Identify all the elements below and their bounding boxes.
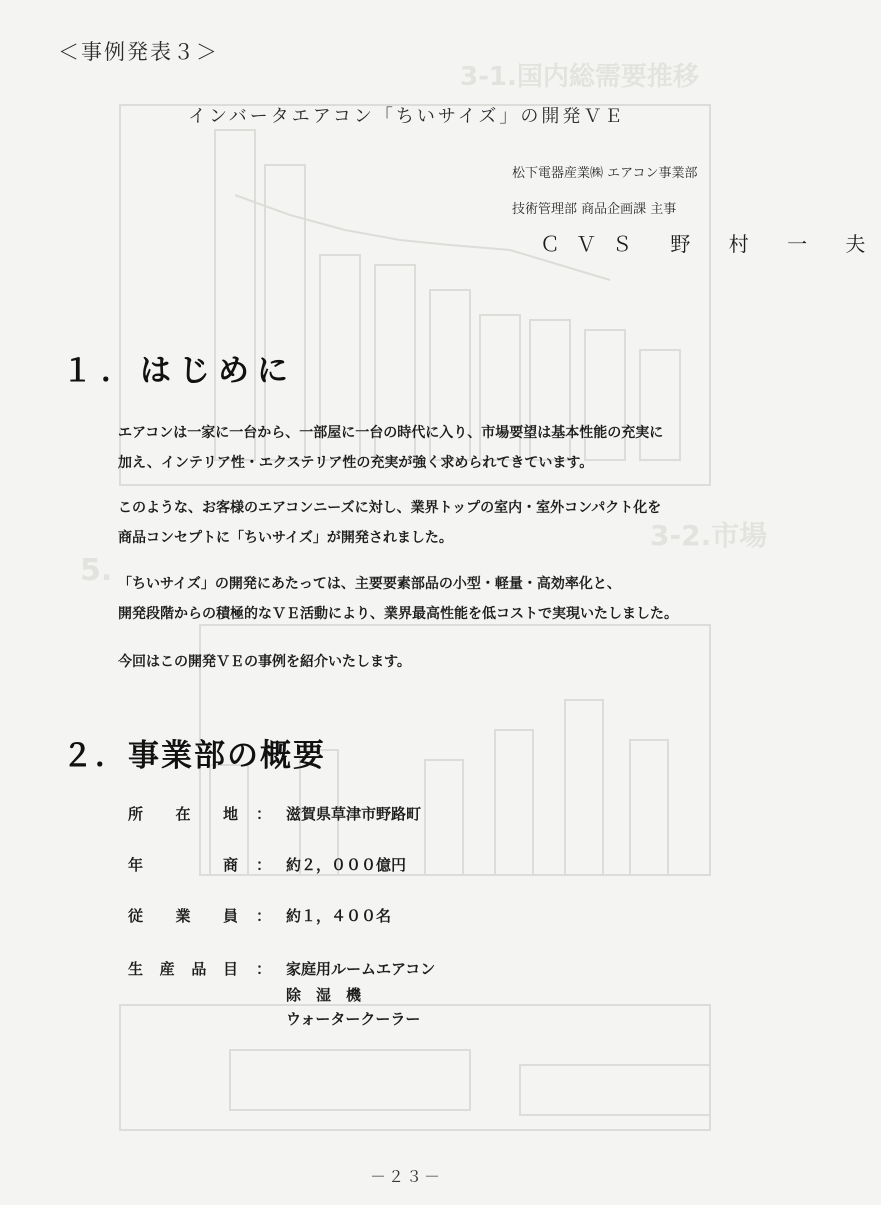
page-number: －２３－ xyxy=(370,1167,443,1186)
row-colon: ： xyxy=(256,805,272,823)
overview-row-sales xyxy=(0,854,800,878)
row-colon: ： xyxy=(256,907,272,925)
svg-text:5.: 5. xyxy=(80,553,113,588)
author-department: 技術管理部 商品企画課 主事 xyxy=(512,202,677,217)
row-colon: ： xyxy=(256,960,272,978)
row-value: 約１，４００名 xyxy=(286,907,392,925)
overview-row-employees xyxy=(0,905,800,929)
row-colon: ： xyxy=(256,856,272,874)
svg-text:3-2.市場: 3-2.市場 xyxy=(650,519,768,552)
row-label: 従業員 xyxy=(128,907,238,925)
section-1-heading: １．はじめに xyxy=(62,353,296,389)
row-value: 滋賀県草津市野路町 xyxy=(286,805,422,823)
paragraph-line: 開発段階からの積極的なＶＥ活動により、業界最高性能を低コストで実現いたしました。 xyxy=(118,606,678,622)
section-2-heading: ２．事業部の概要 xyxy=(62,738,326,774)
product-item: 家庭用ルームエアコン xyxy=(286,960,436,978)
paragraph-line: 「ちいサイズ」の開発にあたっては、主要要素部品の小型・軽量・高効率化と、 xyxy=(118,576,621,592)
paragraph-2 xyxy=(118,493,661,553)
row-label: 所在地 xyxy=(128,805,238,823)
author-name: ＣＶＳ 野 村 一 夫 xyxy=(540,232,881,256)
svg-text:3-1.国内総需要推移: 3-1.国内総需要推移 xyxy=(460,62,699,92)
paragraph-1 xyxy=(118,418,663,478)
paragraph-line: 今回はこの開発ＶＥの事例を紹介いたします。 xyxy=(118,654,411,670)
author-company: 松下電器産業㈱ エアコン事業部 xyxy=(512,166,698,181)
paragraph-3 xyxy=(118,569,678,629)
paragraph-line: エアコンは一家に一台から、一部屋に一台の時代に入り、市場要望は基本性能の充実に xyxy=(118,425,664,441)
row-label: 年商 xyxy=(128,856,238,874)
paragraph-4 xyxy=(118,647,411,677)
row-value: 約２，０００億円 xyxy=(286,856,407,874)
row-label: 生産品目 xyxy=(128,960,238,978)
paragraph-line: 加え、インテリア性・エクステリア性の充実が強く求められてきています。 xyxy=(118,455,594,471)
case-presentation-label: ＜事例発表３＞ xyxy=(58,40,219,64)
paragraph-line: このような、お客様のエアコンニーズに対し、業界トップの室内・室外コンパクト化を xyxy=(118,500,662,516)
product-item: ウォータークーラー xyxy=(286,1010,421,1028)
paragraph-line: 商品コンセプトに「ちいサイズ」が開発されました。 xyxy=(118,530,453,546)
product-item: 除 湿 機 xyxy=(286,986,362,1004)
overview-row-location xyxy=(0,803,800,827)
overview-row-products xyxy=(0,958,800,1038)
presentation-title: インバータエアコン「ちいサイズ」の開発ＶＥ xyxy=(188,106,626,127)
